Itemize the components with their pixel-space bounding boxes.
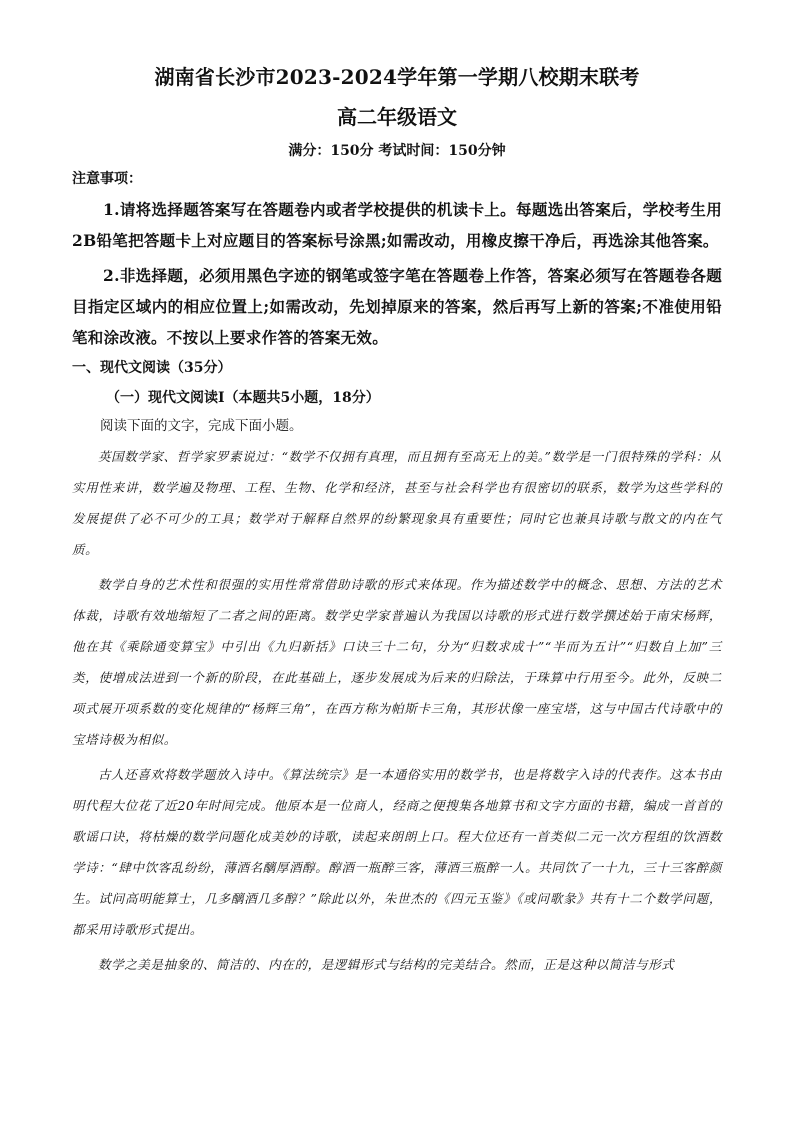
passage-paragraph-4: 数学之美是抽象的、简洁的、内在的，是逻辑形式与结构的完美结合。然而，正是这种以简洁与形式 [98,957,675,972]
notice-item-2: 2.非选择题，必须用黑色字迹的钢笔或签字笔在答题卷上作答，答案必须写在答题卷各题目指定区域内的相应位置上;如需改动，先划掉原来的答案，然后再写上新的答案;不准使用铅笔和涂改液。不按以上要求作答的答案无效。 [72,266,722,347]
notice-heading: 注意事项： [72,171,142,187]
score-and-time: 满分：150分 考试时间：150分钟 [288,143,506,159]
passage-paragraph-2: 数学自身的艺术性和很强的实用性常常借助诗歌的形式来体现。作为描述数学中的概念、思想、方法的艺术体裁，诗歌有效地缩短了二者之间的距离。数学史学家普遍认为我国以诗歌的形式进行数学撰述始于南宋杨辉，他在其《乘除通变算宝》中引出《九归新括》口诀三十二句，分为“归数求成十”“半而为五计”“归数自上加”三类，使增成法进到一个新的阶段，在此基础上，逐步发展成为后来的归除法，于珠算中行用至今。此外，反映二项式展开项系数的变化规律的“杨辉三角”，在西方称为帕斯卡三角，其形状像一座宝塔，这与中国古代诗歌中的宝塔诗极为相似。 [72,577,722,747]
exam-subtitle: 高二年级语文 [337,105,457,129]
passage-paragraph-3: 古人还喜欢将数学题放入诗中。《算法统宗》是一本通俗实用的数学书，也是将数字入诗的代表作。这本书由明代程大位花了近20年时间完成。他原本是一位商人，经商之便搜集各地算书和文字方面的书籍，编成一首首的歌谣口诀，将枯燥的数学问题化成美妙的诗歌，读起来朗朗上口。程大位还有一首类似二元一次方程组的饮酒数学诗：“肆中饮客乱纷纷，薄酒名醨厚酒醇。醇酒一瓶醉三客，薄酒三瓶醉一人。共同饮了一十九，三十三客醉颜生。试问高明能算士，几多醨酒几多醇？”除此以外，朱世杰的《四元玉鉴》《或问歌彖》共有十二个数学问题，都采用诗歌形式提出。 [72,767,722,937]
exam-title: 湖南省长沙市2023-2024学年第一学期八校期末联考 [154,65,640,89]
section-heading: 一、现代文阅读（35分） [72,360,232,376]
notice-item-1: 1.请将选择题答案写在答题卷内或者学校提供的机读卡上。每题选出答案后，学校考生用2B铅笔把答题卡上对应题目的答案标号涂黑;如需改动，用橡皮擦干净后，再选涂其他答案。 [72,200,722,250]
passage-paragraph-1: 英国数学家、哲学家罗素说过：“数学不仅拥有真理，而且拥有至高无上的美。”数学是一门很特殊的学科：从实用性来讲，数学遍及物理、工程、生物、化学和经济，甚至与社会科学也有很密切的联系，数学为这些学科的发展提供了必不可少的工具；数学对于解释自然界的纷繁现象具有重要性；同时它也兼具诗歌与散文的内在气质。 [72,449,722,557]
reading-instruction: 阅读下面的文字，完成下面小题。 [100,418,303,434]
subsection-heading: （一）现代文阅读Ⅰ（本题共5小题，18分） [106,390,380,406]
